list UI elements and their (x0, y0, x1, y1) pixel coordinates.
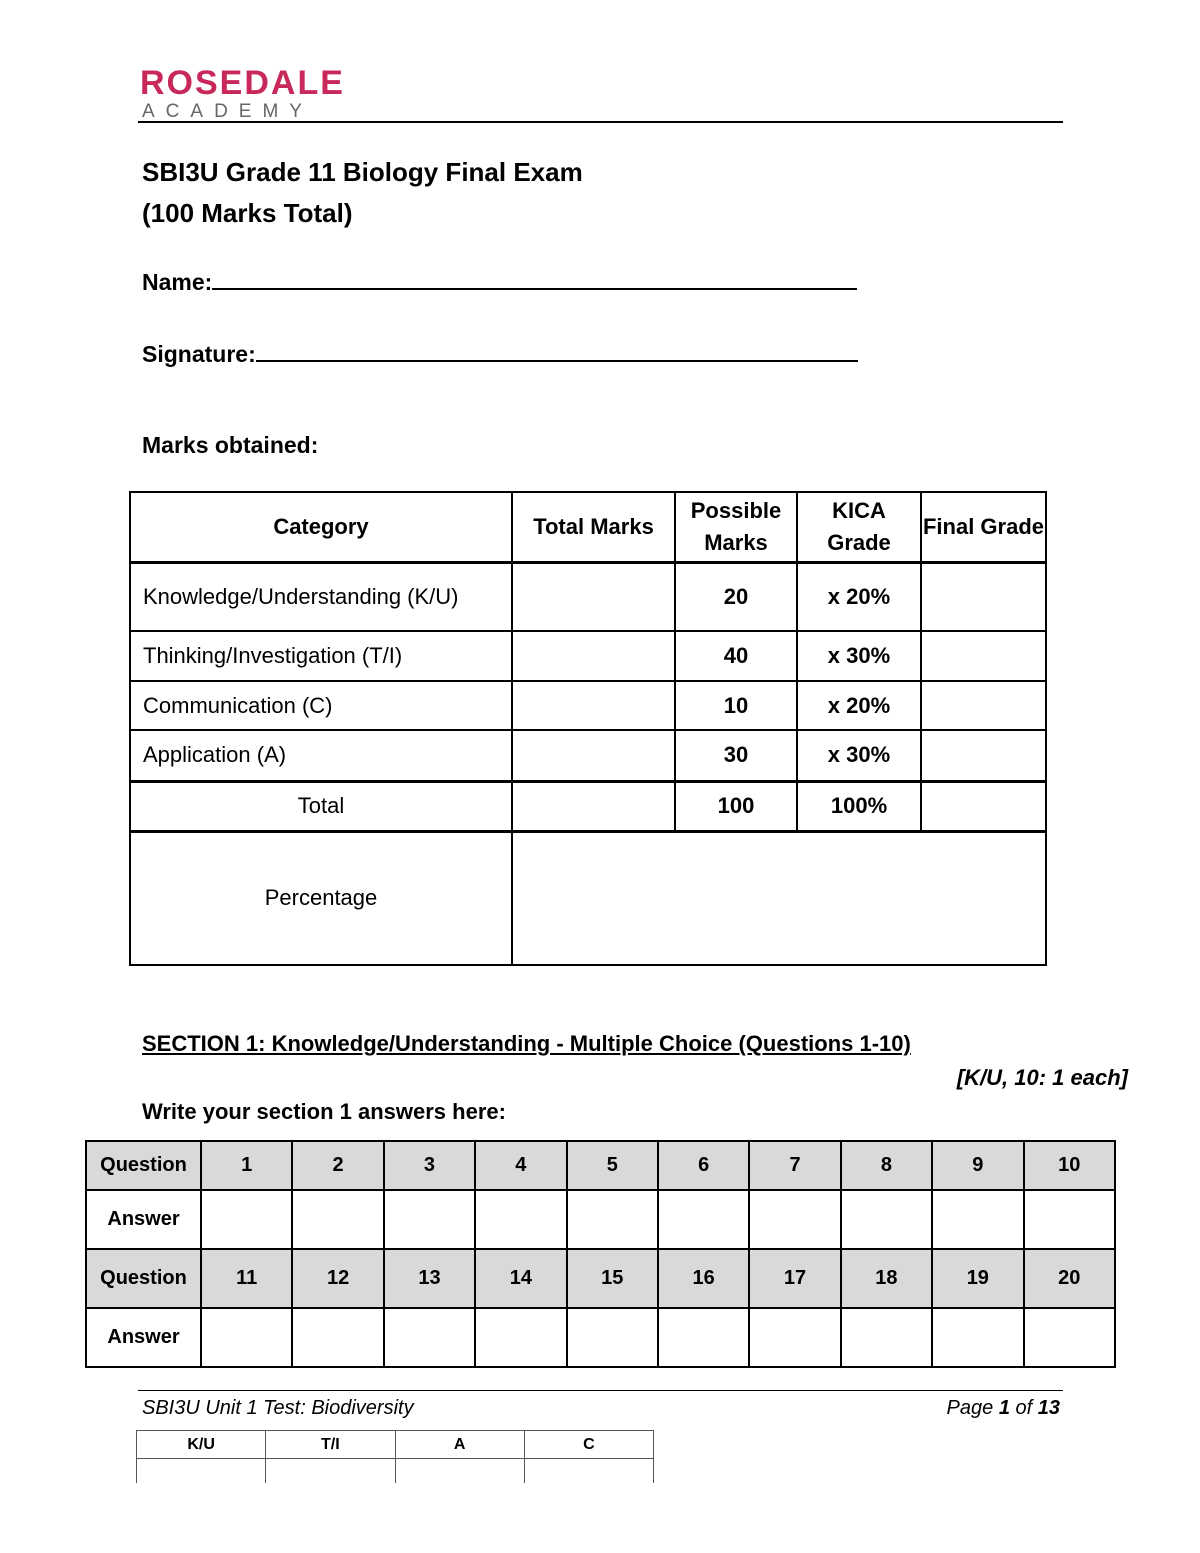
section1-marks: [K/U, 10: 1 each] (956, 1065, 1128, 1090)
kica-cell-a[interactable] (395, 1459, 524, 1483)
question-number: 8 (841, 1141, 932, 1190)
answer-cell[interactable] (841, 1190, 932, 1249)
header-possible-marks: Possible Marks (675, 492, 797, 562)
signature-label: Signature: (142, 341, 256, 367)
header-final-grade: Final Grade (921, 492, 1046, 562)
final-grade-cell[interactable] (921, 562, 1046, 631)
answer-cell[interactable] (749, 1308, 840, 1367)
marks-table-header (130, 492, 1046, 562)
kica-summary-table (136, 1430, 654, 1483)
final-grade-cell[interactable] (921, 631, 1046, 681)
section1-heading: SECTION 1: Knowledge/Understanding - Multiple Choice (Questions 1-10) (142, 1031, 911, 1056)
answer-cell[interactable] (384, 1308, 475, 1367)
kica-cell: x 20% (797, 562, 921, 631)
question-number: 18 (841, 1249, 932, 1308)
table-row (130, 681, 1046, 730)
kica-cell-ku[interactable] (137, 1459, 266, 1483)
signature-input-line[interactable] (256, 338, 858, 362)
kica-header-a: A (395, 1431, 524, 1459)
name-field (142, 266, 857, 296)
table-row (130, 562, 1046, 631)
category-cell: Communication (C) (130, 681, 512, 730)
category-cell: Knowledge/Understanding (K/U) (130, 562, 512, 631)
total-marks-cell[interactable] (512, 681, 675, 730)
question-number: 4 (475, 1141, 566, 1190)
category-cell: Thinking/Investigation (T/I) (130, 631, 512, 681)
percentage-row (130, 831, 1046, 965)
answer-cell[interactable] (475, 1190, 566, 1249)
table-row (130, 631, 1046, 681)
name-input-line[interactable] (212, 266, 857, 290)
answer-cell[interactable] (201, 1308, 292, 1367)
answer-cell[interactable] (1024, 1308, 1115, 1367)
possible-marks-cell: 40 (675, 631, 797, 681)
kica-header-c: C (524, 1431, 653, 1459)
answer-row (86, 1190, 1115, 1249)
total-kica-cell: 100% (797, 781, 921, 831)
question-number: 20 (1024, 1249, 1115, 1308)
kica-cell: x 30% (797, 730, 921, 781)
question-row (86, 1141, 1115, 1190)
question-number: 19 (932, 1249, 1023, 1308)
question-number: 1 (201, 1141, 292, 1190)
answer-cell[interactable] (841, 1308, 932, 1367)
logo-subtitle: ACADEMY (142, 101, 313, 122)
question-number: 3 (384, 1141, 475, 1190)
question-number: 11 (201, 1249, 292, 1308)
answer-label: Answer (86, 1190, 201, 1249)
answer-cell[interactable] (384, 1190, 475, 1249)
category-cell: Application (A) (130, 730, 512, 781)
answer-cell[interactable] (932, 1308, 1023, 1367)
page-prefix: Page (946, 1397, 994, 1419)
answer-cell[interactable] (567, 1190, 658, 1249)
question-number: 6 (658, 1141, 749, 1190)
question-number: 12 (292, 1249, 383, 1308)
answer-cell[interactable] (567, 1308, 658, 1367)
total-marks-cell[interactable] (512, 730, 675, 781)
question-number: 5 (567, 1141, 658, 1190)
question-number: 2 (292, 1141, 383, 1190)
answer-cell[interactable] (292, 1308, 383, 1367)
question-number: 15 (567, 1249, 658, 1308)
total-marks-cell[interactable] (512, 781, 675, 831)
answer-cell[interactable] (201, 1190, 292, 1249)
question-number: 13 (384, 1249, 475, 1308)
answer-cell[interactable] (1024, 1190, 1115, 1249)
total-label: Total (130, 781, 512, 831)
answer-cell[interactable] (658, 1308, 749, 1367)
question-number: 9 (932, 1141, 1023, 1190)
percentage-value-cell[interactable] (512, 831, 1046, 965)
header-total-marks: Total Marks (512, 492, 675, 562)
final-grade-cell[interactable] (921, 681, 1046, 730)
exam-title: SBI3U Grade 11 Biology Final Exam (142, 157, 583, 187)
answer-cell[interactable] (658, 1190, 749, 1249)
total-possible-cell: 100 (675, 781, 797, 831)
question-number: 14 (475, 1249, 566, 1308)
question-label: Question (86, 1141, 201, 1190)
kica-header-ku: K/U (137, 1431, 266, 1459)
header-rule (138, 121, 1063, 123)
page-of: of (1015, 1397, 1033, 1419)
marks-table (129, 491, 1047, 966)
total-marks-cell[interactable] (512, 631, 675, 681)
footer-page-number (947, 1396, 1060, 1420)
question-label: Question (86, 1249, 201, 1308)
page-total: 13 (1037, 1397, 1060, 1419)
answer-row (86, 1308, 1115, 1367)
page-current: 1 (998, 1397, 1010, 1419)
answer-cell[interactable] (932, 1190, 1023, 1249)
question-number: 17 (749, 1249, 840, 1308)
final-grade-cell[interactable] (921, 730, 1046, 781)
total-final-cell[interactable] (921, 781, 1046, 831)
exam-subtitle: (100 Marks Total) (142, 198, 353, 228)
question-number: 10 (1024, 1141, 1115, 1190)
marks-obtained-label: Marks obtained: (142, 432, 319, 458)
footer-rule (138, 1390, 1063, 1391)
answer-cell[interactable] (292, 1190, 383, 1249)
answer-cell[interactable] (475, 1308, 566, 1367)
logo-wordmark: ROSEDALE (140, 64, 345, 102)
kica-cell-ti[interactable] (266, 1459, 395, 1483)
header-kica-grade: KICA Grade (797, 492, 921, 562)
question-number: 7 (749, 1141, 840, 1190)
signature-field (142, 338, 858, 368)
percentage-label: Percentage (130, 831, 512, 965)
possible-marks-cell: 10 (675, 681, 797, 730)
header-category: Category (130, 492, 512, 562)
answer-label: Answer (86, 1308, 201, 1367)
kica-cell-c[interactable] (524, 1459, 653, 1483)
answer-cell[interactable] (749, 1190, 840, 1249)
possible-marks-cell: 20 (675, 562, 797, 631)
question-row (86, 1249, 1115, 1308)
possible-marks-cell: 30 (675, 730, 797, 781)
question-number: 16 (658, 1249, 749, 1308)
kica-cell: x 20% (797, 681, 921, 730)
footer-test-name: SBI3U Unit 1 Test: Biodiversity (142, 1397, 414, 1419)
answers-instruction: Write your section 1 answers here: (142, 1099, 506, 1124)
kica-header-ti: T/I (266, 1431, 395, 1459)
answer-grid (85, 1140, 1116, 1368)
kica-cell: x 30% (797, 631, 921, 681)
name-label: Name: (142, 269, 213, 295)
total-row (130, 781, 1046, 831)
table-row (130, 730, 1046, 781)
total-marks-cell[interactable] (512, 562, 675, 631)
